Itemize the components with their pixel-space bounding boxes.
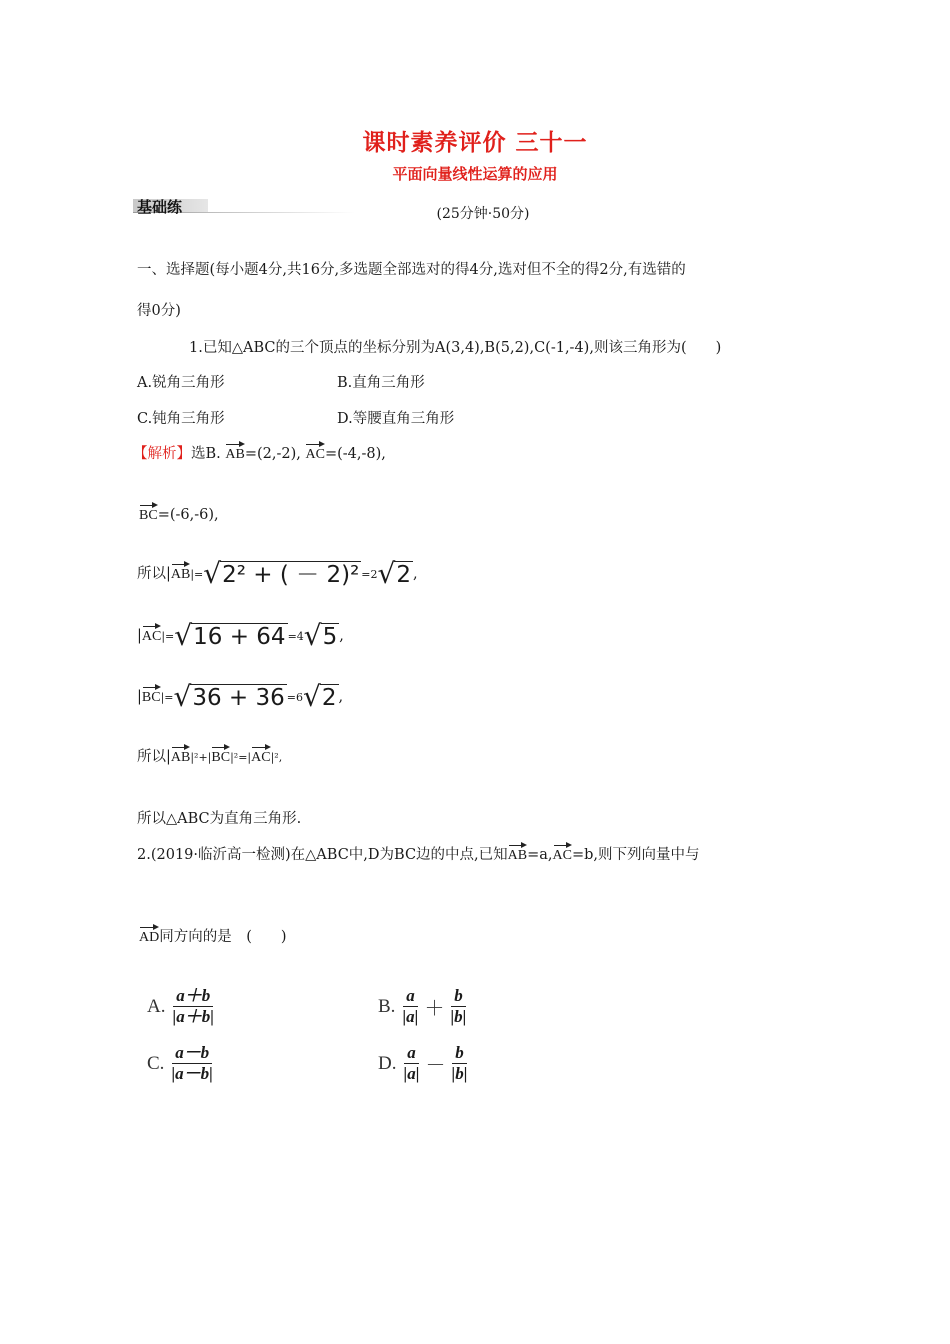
fraction (168, 1043, 216, 1085)
q1-solution-pythagoras (137, 744, 282, 766)
fraction-numerator: a (404, 1043, 419, 1064)
option-label: B. (378, 995, 396, 1017)
q1-option-c: C.钝角三角形 (137, 411, 225, 427)
vector-ac: AC (305, 441, 324, 463)
plus-operator: ＋ (424, 998, 445, 1021)
fraction-denominator: |a| (403, 1064, 420, 1084)
vector-ac: AC (553, 842, 572, 864)
sqrt-5: √ 5 (303, 619, 338, 652)
so-text: 所以 (137, 566, 166, 582)
q2-stem-line1 (137, 842, 700, 864)
sq-end: |², (270, 751, 283, 764)
bc-value: =(-6,-6), (157, 507, 219, 523)
vector-ad: AD (139, 924, 159, 946)
ac-result: =4 (287, 630, 304, 643)
fraction (400, 1043, 422, 1085)
fraction (399, 986, 421, 1028)
abs-bar: | (137, 628, 142, 644)
abs-bar: | (137, 689, 142, 705)
sqrt-bc-radicand: 36 + 36 (192, 684, 285, 711)
option-label: D. (378, 1052, 397, 1074)
part-heading-line1: 一、选择题(每小题4分,共16分,多选题全部选对的得4分,选对但不全的得2分,有选错的 (137, 262, 686, 278)
bc-result: =6 (286, 691, 304, 704)
sqrt-ac: √ 16 + 64 (174, 619, 286, 652)
fraction-denominator: |a| (402, 1007, 419, 1027)
abs-bar-eq: |= (160, 691, 174, 704)
sqrt-5-radicand: 5 (322, 623, 338, 650)
comma: , (339, 628, 344, 644)
q1-option-d: D.等腰直角三角形 (337, 411, 455, 427)
q1-solution-line1 (133, 441, 386, 463)
abs-bar-eq: |= (161, 630, 175, 643)
so-text: 所以 (137, 749, 166, 765)
q2-option-a (147, 986, 217, 1028)
sqrt-2-radicand: 2 (396, 561, 411, 588)
q1-option-a: A.锐角三角形 (137, 375, 225, 391)
q1-solution-ac-magnitude (137, 619, 344, 652)
ab-result: =2 (361, 568, 378, 581)
abs-bar: | (166, 566, 171, 582)
q1-solution-ab-magnitude (137, 557, 418, 590)
q2-stem-line2 (139, 924, 287, 946)
sqrt-ac-radicand: 16 + 64 (193, 623, 286, 650)
solution-tag: 【解析】 (133, 446, 191, 462)
fraction-denominator: |b| (450, 1007, 467, 1027)
abs-bar-eq: |= (190, 568, 204, 581)
fraction (448, 1043, 470, 1085)
sq-eq: |²=| (230, 751, 252, 764)
vector-ab: AB (225, 441, 244, 463)
q1-solution-bc-magnitude (137, 680, 344, 713)
sqrt-2: √ 2 (377, 557, 411, 590)
option-label: C. (147, 1052, 165, 1074)
q2-option-d (378, 1043, 470, 1085)
fraction-denominator: |a＋b| (172, 1007, 214, 1027)
vector-bc: BC (139, 502, 158, 524)
vector-bc: BC (211, 744, 230, 766)
option-label: A. (147, 995, 166, 1017)
vector-ac: AC (251, 744, 270, 766)
vector-bc: BC (142, 684, 161, 706)
comma: , (338, 689, 344, 705)
q2-option-b (378, 986, 469, 1028)
minus-operator: － (425, 1055, 446, 1078)
q2-eq-a: =a, (527, 847, 553, 863)
vector-ab: AB (171, 744, 190, 766)
q2-stem-text: 2.(2019·临沂高一检测)在△ABC中,D为BC边的中点,已知 (137, 847, 508, 863)
vector-ab: AB (508, 842, 527, 864)
page-subtitle: 平面向量线性运算的应用 (392, 165, 558, 183)
q1-option-b: B.直角三角形 (337, 375, 425, 391)
q1-stem: 1.已知△ABC的三个顶点的坐标分别为A(3,4),B(5,2),C(-1,-4),则该三角形为( ) (189, 340, 722, 356)
q2-option-c (147, 1043, 216, 1085)
fraction (447, 986, 469, 1028)
comma: , (413, 566, 418, 582)
page-title: 课时素养评价 三十一 (362, 130, 588, 156)
ac-value: =(-4,-8), (324, 446, 386, 462)
sqrt-ab: √ 2² + ( － 2)² (203, 557, 360, 590)
fraction (169, 986, 217, 1028)
vector-ab: AB (171, 561, 190, 583)
sqrt-bc: √ 36 + 36 (173, 680, 285, 713)
part-heading-line2: 得0分) (137, 303, 181, 319)
q2-stem-text2: 同方向的是 ( ) (159, 929, 287, 945)
section-label: 基础练 (137, 198, 183, 216)
q1-solution-line2 (139, 502, 219, 524)
q2-eq-b: =b,则下列向量中与 (571, 847, 700, 863)
sq-plus: |²+| (190, 751, 212, 764)
sqrt-2b-radicand: 2 (321, 684, 337, 711)
fraction-denominator: |a－b| (171, 1064, 213, 1084)
sqrt-ab-radicand: 2² + ( － 2)² (222, 561, 360, 588)
vector-ac: AC (142, 623, 161, 645)
time-note: (25分钟·50分) (436, 206, 530, 222)
fraction-numerator: a (403, 986, 418, 1007)
fraction-numerator: b (452, 1043, 467, 1064)
fraction-numerator: b (451, 986, 466, 1007)
ab-value: =(2,-2), (244, 446, 301, 462)
fraction-numerator: a－b (172, 1043, 212, 1064)
abs-bar: | (166, 749, 171, 765)
fraction-denominator: |b| (451, 1064, 468, 1084)
q1-conclusion: 所以△ABC为直角三角形. (137, 811, 302, 827)
solution-pick: 选B. (191, 446, 221, 462)
fraction-numerator: a＋b (173, 986, 213, 1007)
sqrt-2b: √ 2 (303, 680, 337, 713)
